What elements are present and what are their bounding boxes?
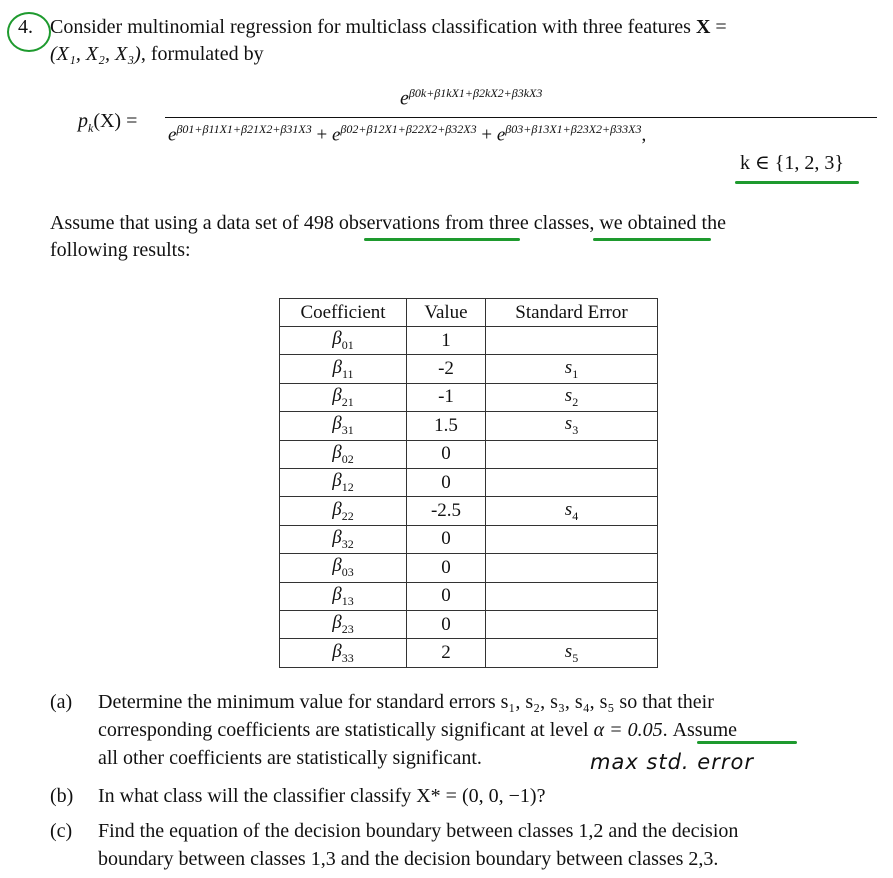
value-cell: 0 bbox=[407, 468, 486, 496]
coefficient-cell: $\beta_{12}$ bbox=[280, 468, 407, 496]
table-row bbox=[280, 412, 658, 440]
coefficient-cell: $\beta_{13}$ bbox=[280, 582, 407, 610]
part-c: (c) Find the equation of the decision boundary between classes 1,2 and the decision bbox=[50, 820, 739, 842]
coefficient-cell: $\beta_{21}$ bbox=[280, 383, 407, 411]
coefficient-table bbox=[279, 298, 658, 668]
value-cell: 0 bbox=[407, 582, 486, 610]
annotation-underline bbox=[593, 238, 711, 241]
table-row bbox=[280, 582, 658, 610]
value-cell: -2.5 bbox=[407, 497, 486, 525]
assume-line-2: following results: bbox=[50, 239, 191, 261]
coefficient-cell: $\beta_{11}$ bbox=[280, 355, 407, 383]
table-row bbox=[280, 610, 658, 638]
handwritten-note: max std. error bbox=[590, 750, 754, 774]
standard-error-cell bbox=[486, 468, 658, 496]
annotation-underline bbox=[697, 741, 797, 744]
annotation-underline bbox=[735, 181, 859, 184]
value-cell: 0 bbox=[407, 554, 486, 582]
value-cell: 0 bbox=[407, 525, 486, 553]
header-coefficient: Coefficient bbox=[280, 299, 407, 327]
table-row bbox=[280, 383, 658, 411]
coefficient-cell: $\beta_{01}$ bbox=[280, 327, 407, 355]
intro-line-2: (X₁, X₂, X₃), formulated by bbox=[50, 43, 264, 65]
coefficient-cell: $\beta_{03}$ bbox=[280, 554, 407, 582]
value-cell: 2 bbox=[407, 639, 486, 667]
table-row bbox=[280, 468, 658, 496]
formula-lhs: $p_k(X)$ = bbox=[78, 110, 138, 135]
table-row bbox=[280, 497, 658, 525]
table-row bbox=[280, 525, 658, 553]
standard-error-cell: $s_4$ bbox=[486, 497, 658, 525]
part-c-line-2: boundary between classes 1,3 and the decision boundary between classes 2,3. bbox=[98, 848, 719, 870]
table-row bbox=[280, 355, 658, 383]
header-value: Value bbox=[407, 299, 486, 327]
table-row bbox=[280, 639, 658, 667]
coefficient-cell: $\beta_{32}$ bbox=[280, 525, 407, 553]
part-a-line-2: corresponding coefficients are statistically significant at level α = 0.05. Assume bbox=[98, 719, 738, 741]
standard-error-cell bbox=[486, 525, 658, 553]
standard-error-cell bbox=[486, 610, 658, 638]
fraction-bar bbox=[165, 117, 877, 118]
value-cell: 1 bbox=[407, 327, 486, 355]
standard-error-cell: $s_2$ bbox=[486, 383, 658, 411]
k-range: k ∈ {1, 2, 3} bbox=[740, 152, 845, 174]
standard-error-cell: $s_5$ bbox=[486, 639, 658, 667]
formula-numerator: $e^{\beta 0k+\beta 1kX1+\beta 2kX2+\beta 3kX3}$ bbox=[400, 86, 543, 110]
table-row bbox=[280, 440, 658, 468]
intro-line-1: Consider multinomial regression for multiclass classification with three features X = bbox=[50, 16, 727, 38]
value-cell: -1 bbox=[407, 383, 486, 411]
assume-line-1: Assume that using a data set of 498 observations from three classes, we obtained the bbox=[50, 212, 726, 234]
part-a: (a) Determine the minimum value for standard errors s₁, s₂, s₃, s₄, s₅ so that their bbox=[50, 691, 714, 713]
standard-error-cell: $s_3$ bbox=[486, 412, 658, 440]
part-b: (b) In what class will the classifier classify X* = (0, 0, −1)? bbox=[50, 785, 546, 807]
table-row bbox=[280, 554, 658, 582]
value-cell: -2 bbox=[407, 355, 486, 383]
coefficient-cell: $\beta_{22}$ bbox=[280, 497, 407, 525]
value-cell: 0 bbox=[407, 440, 486, 468]
coefficient-cell: $\beta_{02}$ bbox=[280, 440, 407, 468]
coefficient-cell: $\beta_{33}$ bbox=[280, 639, 407, 667]
part-a-line-3: all other coefficients are statistically significant. bbox=[98, 747, 482, 769]
annotation-underline bbox=[364, 238, 520, 241]
coefficient-cell: $\beta_{31}$ bbox=[280, 412, 407, 440]
standard-error-cell bbox=[486, 440, 658, 468]
standard-error-cell bbox=[486, 582, 658, 610]
value-cell: 0 bbox=[407, 610, 486, 638]
coefficient-cell: $\beta_{23}$ bbox=[280, 610, 407, 638]
formula-denominator: $e^{\beta 01+\beta 11X1+\beta 21X2+\beta 31X3} + e^{\beta 02+\beta 12X1+\beta 22X2+\beta 32X3} + e^{\beta 03+\beta 13X1+\beta 23X2+\beta 33X3}$, bbox=[168, 122, 647, 146]
question-number: 4. bbox=[18, 16, 33, 38]
standard-error-cell bbox=[486, 327, 658, 355]
header-standard-error: Standard Error bbox=[486, 299, 658, 327]
standard-error-cell: $s_1$ bbox=[486, 355, 658, 383]
standard-error-cell bbox=[486, 554, 658, 582]
value-cell: 1.5 bbox=[407, 412, 486, 440]
table-row bbox=[280, 327, 658, 355]
